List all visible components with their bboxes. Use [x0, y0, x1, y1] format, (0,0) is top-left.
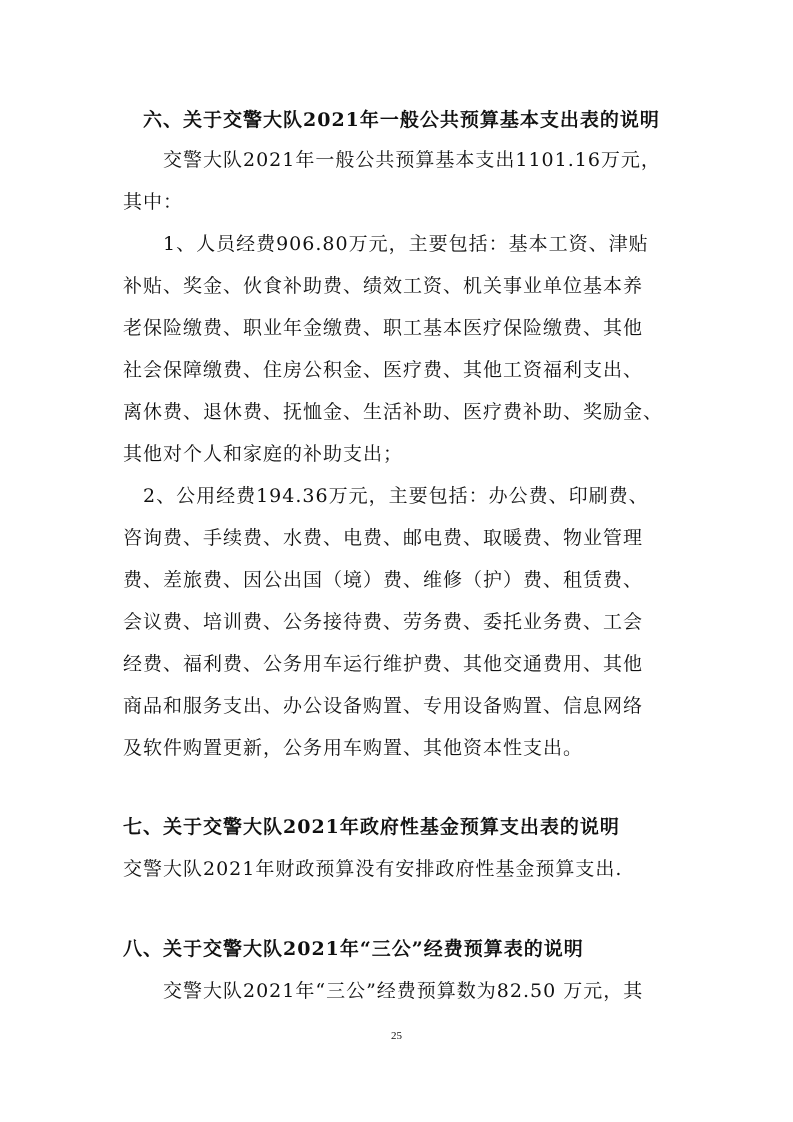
section-6-paragraph-line: 咨询费、手续费、水费、电费、邮电费、取暖费、物业管理	[123, 527, 644, 549]
section-6-paragraph-line: 其他对个人和家庭的补助支出；	[123, 443, 404, 465]
section-6-paragraph-line: 会议费、培训费、公务接待费、劳务费、委托业务费、工会	[123, 611, 644, 633]
section-6-paragraph-line: 离休费、退休费、抚恤金、生活补助、医疗费补助、奖励金、	[123, 401, 664, 423]
section-8-paragraph-line: 交警大队2021年“三公”经费预算数为82.50 万元，其	[163, 980, 644, 1002]
section-6-paragraph-line: 社会保障缴费、住房公积金、医疗费、其他工资福利支出、	[123, 359, 644, 381]
section-8-heading: 八、关于交警大队2021年“三公”经费预算表的说明	[123, 938, 584, 960]
section-7-heading: 七、关于交警大队2021年政府性基金预算支出表的说明	[123, 816, 620, 838]
section-7-paragraph-line: 交警大队2021年财政预算没有安排政府性基金预算支出.	[123, 858, 623, 880]
section-6-paragraph-line: 交警大队2021年一般公共预算基本支出1101.16万元，	[163, 149, 661, 171]
page-number: 25	[391, 1030, 402, 1042]
section-6-paragraph-line: 商品和服务支出、办公设备购置、专用设备购置、信息网络	[123, 695, 644, 717]
section-6-paragraph-line: 其中：	[123, 191, 184, 213]
section-6-paragraph-line: 经费、福利费、公务用车运行维护费、其他交通费用、其他	[123, 653, 644, 675]
section-6-heading: 六、关于交警大队2021年一般公共预算基本支出表的说明	[143, 109, 660, 131]
section-6-paragraph-line: 补贴、奖金、伙食补助费、绩效工资、机关事业单位基本养	[123, 275, 644, 297]
section-6-paragraph-line: 费、差旅费、因公出国（境）费、维修（护）费、租赁费、	[123, 569, 644, 591]
section-6-paragraph-line: 2、公用经费194.36万元，主要包括：办公费、印刷费、	[143, 485, 649, 507]
section-6-paragraph-line: 及软件购置更新，公务用车购置、其他资本性支出。	[123, 737, 584, 759]
section-6-paragraph-line: 1、人员经费906.80万元，主要包括：基本工资、津贴	[163, 233, 649, 255]
section-6-paragraph-line: 老保险缴费、职业年金缴费、职工基本医疗保险缴费、其他	[123, 317, 644, 339]
